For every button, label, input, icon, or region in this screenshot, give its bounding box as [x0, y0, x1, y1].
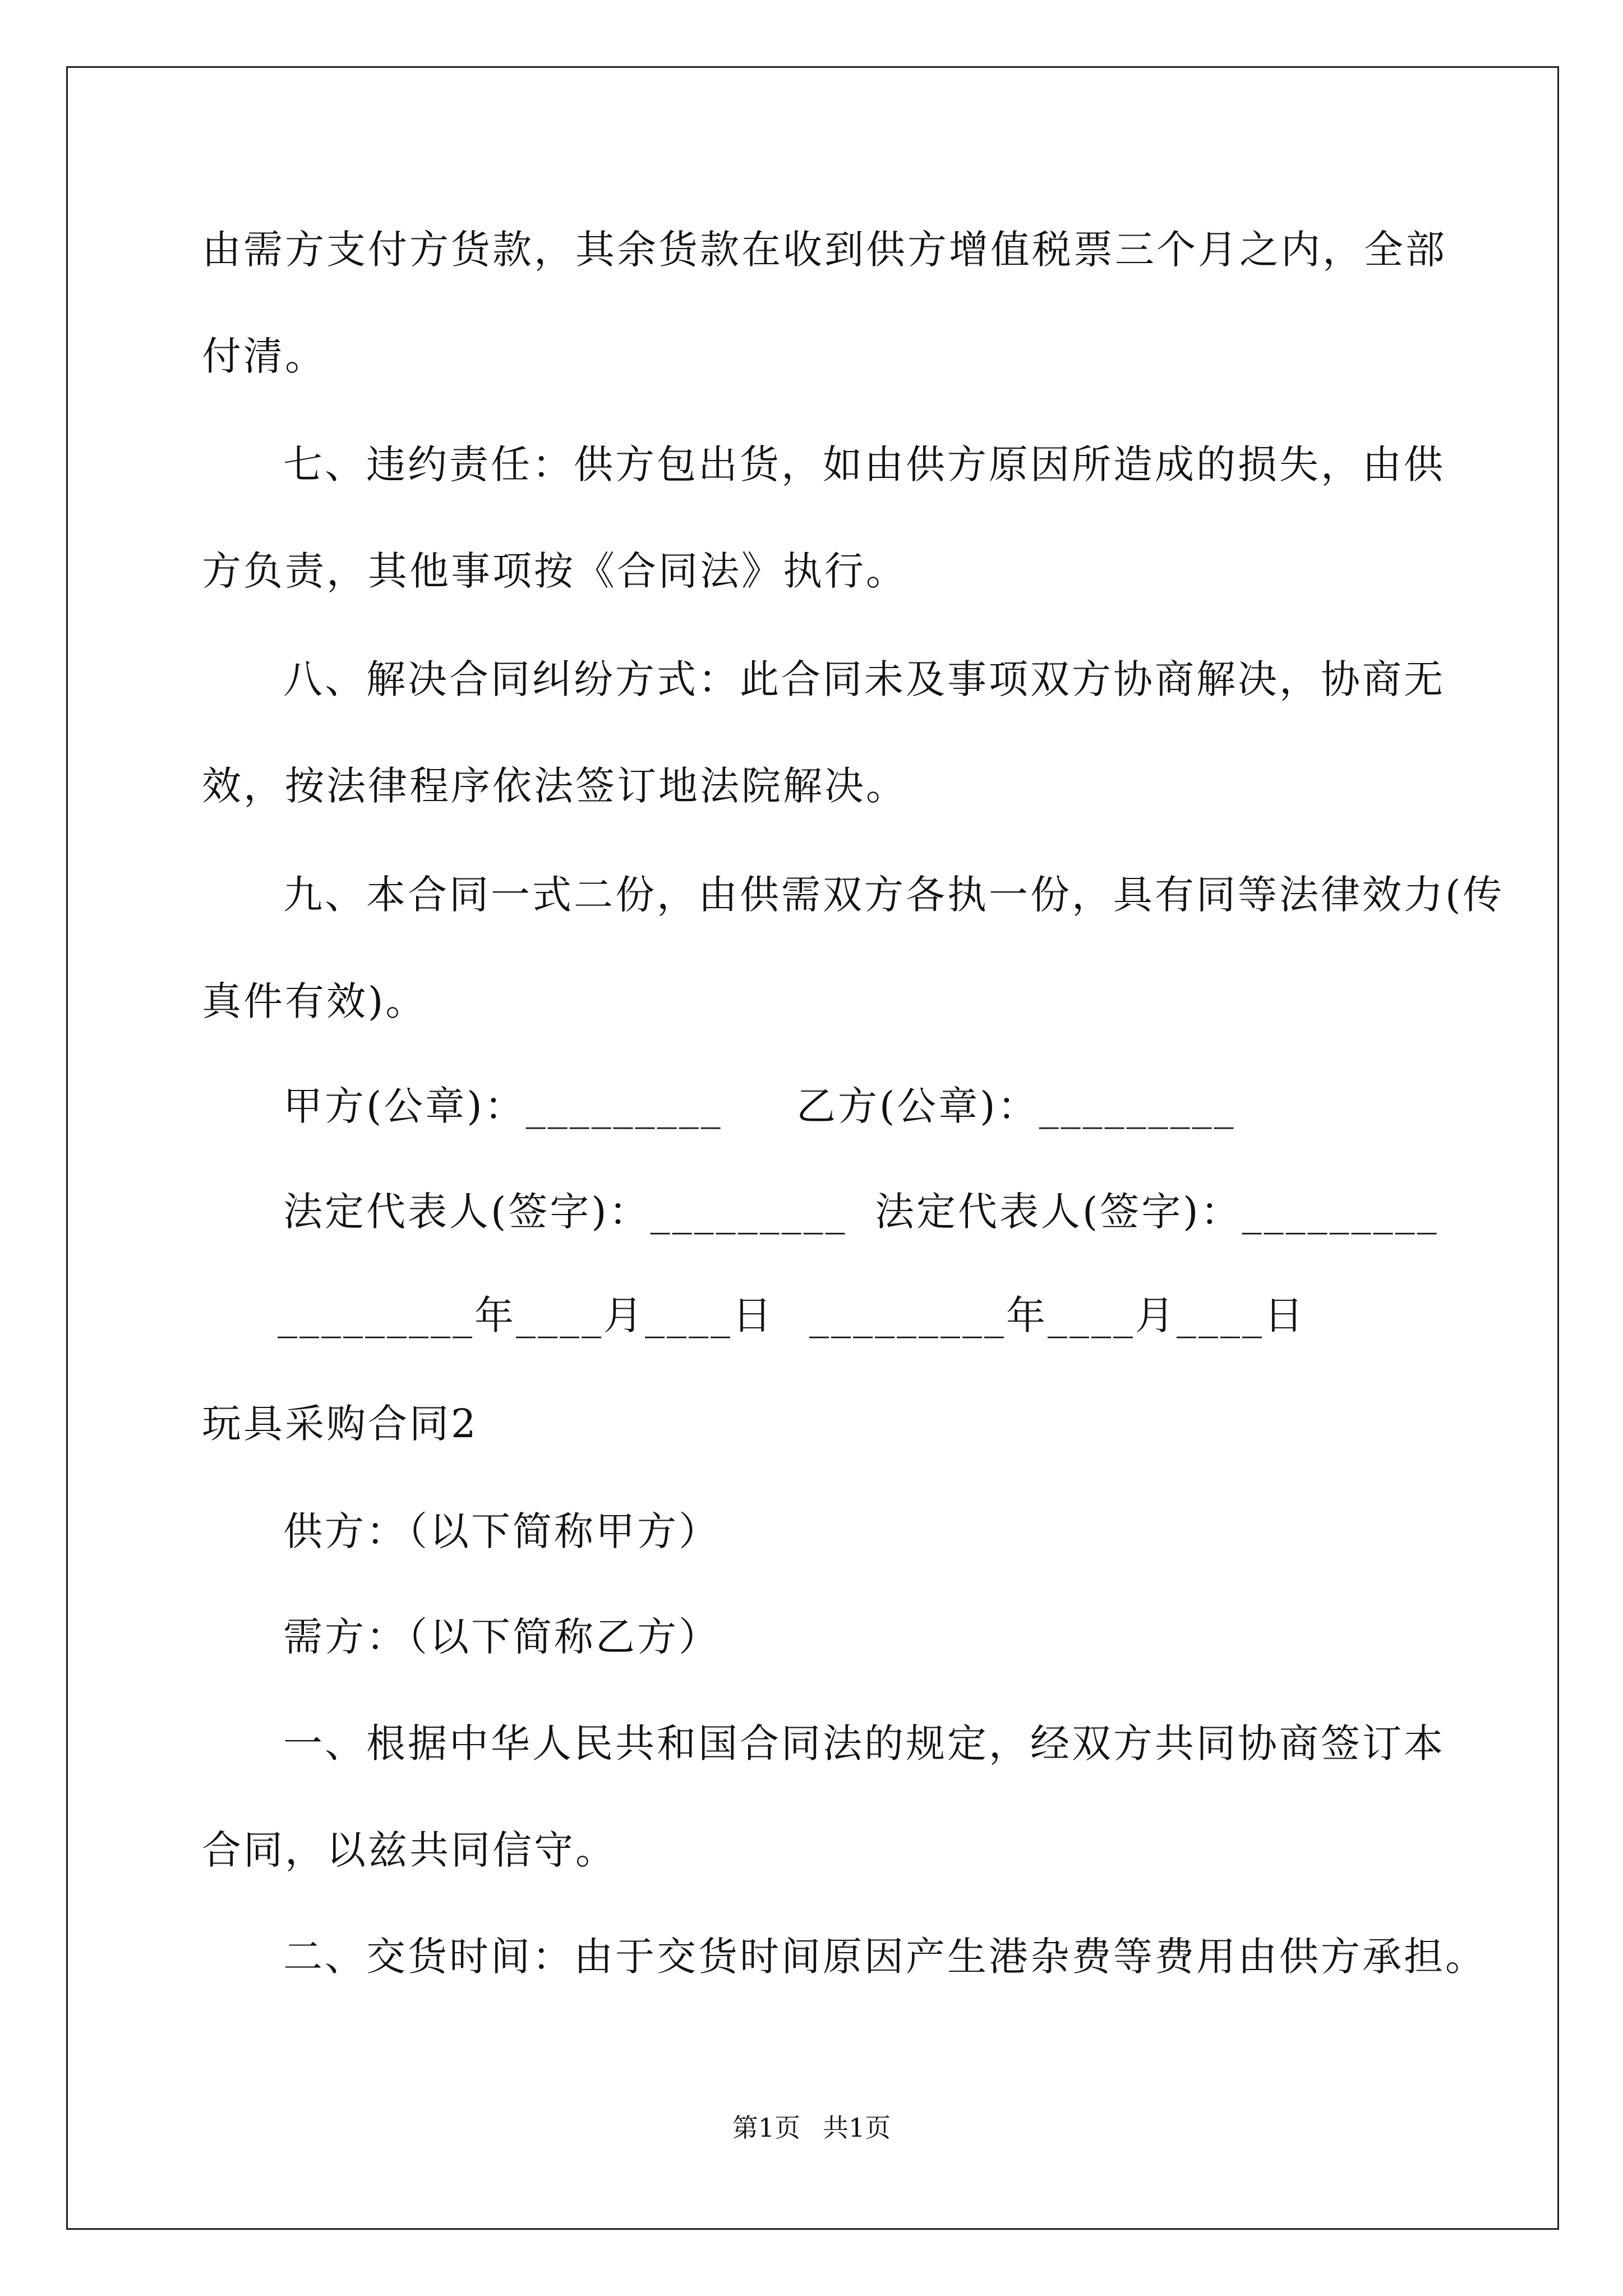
page-footer — [0, 2115, 1623, 2141]
party-a-date-field: _________年____月____日 — [278, 1292, 774, 1338]
body-line: 方负责，其他事项按《合同法》执行。 — [202, 548, 907, 594]
page-border — [66, 66, 1559, 2230]
body-line: 八、解决合同纠纷方式：此合同未及事项双方协商解决，协商无 — [283, 656, 1445, 702]
body-line: 二、交货时间：由于交货时间原因产生港杂费等费用由供方承担。 — [283, 1934, 1487, 1980]
body-line: 合同，以兹共同信守。 — [202, 1827, 617, 1873]
page-number: 第1页 — [732, 2113, 800, 2143]
party-b-representative-field: 法定代表人(签字)：_________ — [875, 1189, 1439, 1235]
body-line: 效，按法律程序依法签订地法院解决。 — [202, 763, 907, 809]
party-a-representative-field: 法定代表人(签字)：_________ — [283, 1189, 847, 1235]
body-line: 一、根据中华人民共和国合同法的规定，经双方共同协商签订本 — [283, 1720, 1445, 1766]
party-b-date-field: _________年____月____日 — [809, 1292, 1306, 1338]
section-title: 玩具采购合同2 — [202, 1401, 478, 1447]
body-line: 需方：（以下简称乙方） — [283, 1614, 720, 1660]
party-a-seal-field: 甲方(公章)：_________ — [283, 1083, 723, 1129]
party-b-seal-field: 乙方(公章)：_________ — [796, 1083, 1236, 1129]
body-line: 七、违约责任：供方包出货，如由供方原因所造成的损失，由供 — [283, 441, 1445, 487]
body-line: 由需方支付方货款，其余货款在收到供方增值税票三个月之内，全部 — [202, 227, 1447, 273]
body-line: 九、本合同一式二份，由供需双方各执一份，具有同等法律效力(传 — [283, 872, 1505, 918]
page-total: 共1页 — [823, 2113, 891, 2143]
body-line: 真件有效)。 — [202, 978, 427, 1024]
body-line: 供方：（以下简称甲方） — [283, 1508, 720, 1554]
body-line: 付清。 — [202, 333, 326, 379]
